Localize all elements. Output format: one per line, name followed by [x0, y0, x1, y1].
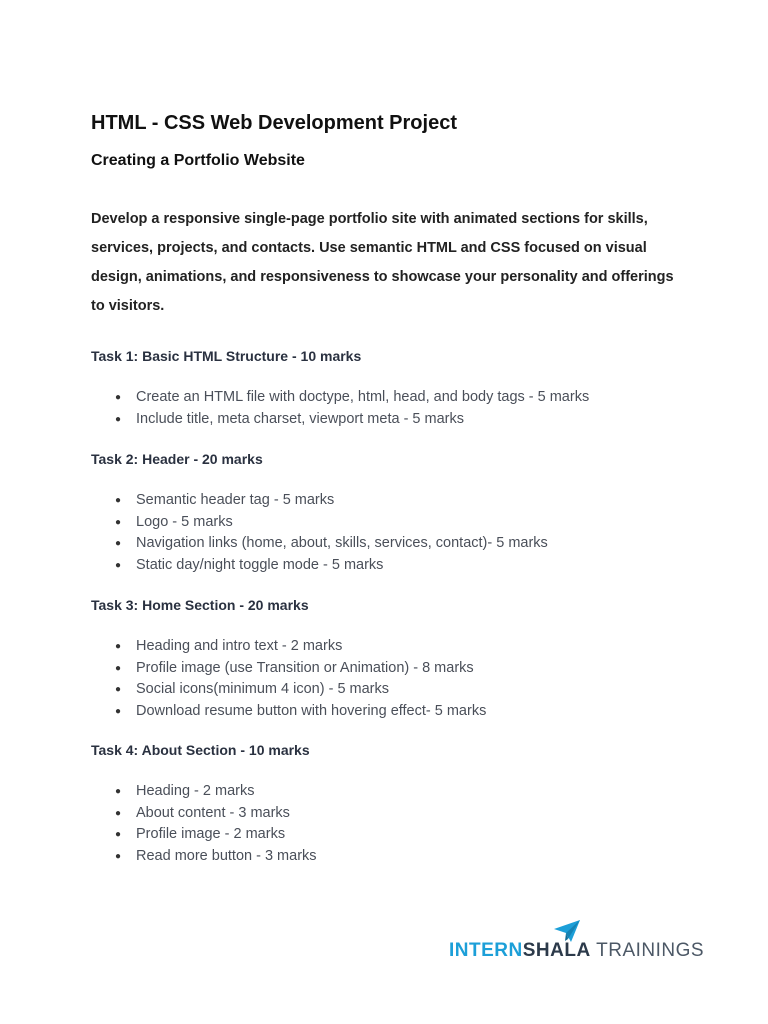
list-item-text: Heading and intro text - 2 marks: [136, 638, 343, 654]
internshala-trainings-logo: [449, 920, 705, 964]
list-item: [91, 701, 691, 723]
task-heading: Task 3: Home Section - 20 marks: [91, 597, 309, 613]
list-item-text: Read more button - 3 marks: [136, 847, 317, 864]
task-2-section: [91, 450, 691, 573]
task-4-list: [91, 781, 691, 867]
bullet-icon: ●: [115, 662, 122, 674]
list-item: [91, 512, 691, 534]
list-item: [91, 555, 691, 577]
task-3-section: [91, 596, 691, 719]
task-heading: Task 4: About Section - 10 marks: [91, 742, 310, 758]
list-item-text: Download resume button with hovering effect- 5 marks: [136, 702, 487, 719]
list-item-text: About content - 3 marks: [136, 804, 290, 821]
list-item: [91, 846, 691, 868]
list-item-text: Heading - 2 marks: [136, 783, 255, 799]
list-item-text: Navigation links (home, about, skills, services, contact)- 5 marks: [136, 535, 548, 551]
bullet-icon: ●: [115, 641, 122, 652]
bullet-icon: ●: [115, 538, 122, 549]
logo-wordmark: [449, 940, 704, 962]
list-item: [91, 409, 691, 431]
list-item-text: Include title, meta charset, viewport meta - 5 marks: [136, 410, 464, 427]
logo-part-shala: SHALA: [522, 940, 591, 961]
list-item-text: Logo - 5 marks: [136, 513, 233, 530]
list-item-text: Profile image - 2 marks: [136, 826, 286, 842]
logo-part-intern: INTERN: [449, 940, 523, 961]
list-item: [91, 636, 691, 658]
bullet-icon: ●: [115, 495, 122, 506]
bullet-icon: ●: [115, 559, 122, 571]
list-item: [91, 803, 691, 825]
list-item: [91, 781, 691, 803]
list-item: [91, 679, 691, 701]
bullet-icon: ●: [115, 392, 122, 403]
bullet-icon: ●: [115, 829, 122, 840]
list-item-text: Social icons(minimum 4 icon) - 5 marks: [136, 681, 390, 697]
list-item: [91, 658, 691, 680]
task-4-section: [91, 741, 691, 864]
bullet-icon: ●: [115, 850, 122, 862]
task-heading: Task 1: Basic HTML Structure - 10 marks: [91, 348, 362, 364]
list-item-text: Profile image (use Transition or Animation) - 8 marks: [136, 659, 474, 676]
bullet-icon: ●: [115, 413, 122, 425]
task-3-list: [91, 636, 691, 722]
logo-part-trainings: TRAININGS: [590, 940, 705, 961]
page-title: HTML - CSS Web Development Project: [91, 112, 457, 134]
bullet-icon: ●: [115, 684, 122, 695]
page-subtitle: Creating a Portfolio Website: [91, 152, 305, 169]
bullet-icon: ●: [115, 516, 122, 528]
list-item-text: Create an HTML file with doctype, html, head, and body tags - 5 marks: [136, 389, 590, 405]
task-2-list: [91, 490, 691, 576]
list-item: [91, 387, 691, 409]
list-item: [91, 824, 691, 846]
bullet-icon: ●: [115, 807, 122, 819]
intro-paragraph: Develop a responsive single-page portfolio site with animated sections for skills, services, projects, and contacts. Use semantic HTML and CSS focused on visual design, animations, and responsiveness to showcase your personality and offerings to visitors.: [91, 211, 674, 314]
list-item-text: Static day/night toggle mode - 5 marks: [136, 556, 384, 573]
task-heading: Task 2: Header - 20 marks: [91, 451, 263, 467]
task-1-list: [91, 387, 691, 430]
paper-plane-icon: [554, 920, 580, 942]
list-item: [91, 490, 691, 512]
bullet-icon: ●: [115, 786, 122, 797]
list-item: [91, 533, 691, 555]
list-item-text: Semantic header tag - 5 marks: [136, 492, 335, 508]
bullet-icon: ●: [115, 705, 122, 717]
task-1-section: [91, 347, 691, 427]
